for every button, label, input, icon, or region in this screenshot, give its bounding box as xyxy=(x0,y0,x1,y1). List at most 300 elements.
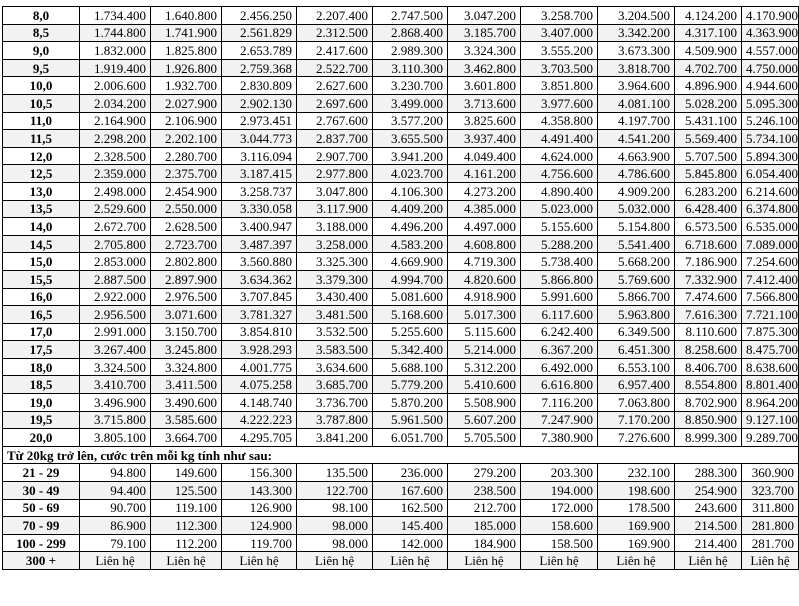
price-cell: 8.406.700 xyxy=(675,358,742,376)
per-kg-price-cell: 158.500 xyxy=(521,534,598,552)
price-cell: 6.573.500 xyxy=(675,218,742,236)
per-kg-price-cell: 243.600 xyxy=(675,499,742,517)
price-cell: 3.230.700 xyxy=(373,77,448,95)
price-cell: 4.909.200 xyxy=(598,182,675,200)
price-cell: 2.312.500 xyxy=(297,24,373,42)
price-cell: 2.672.700 xyxy=(80,218,151,236)
price-cell: 5.991.600 xyxy=(521,288,598,306)
price-cell: 3.937.400 xyxy=(448,130,521,148)
table-row xyxy=(3,323,799,341)
price-cell: 2.522.700 xyxy=(297,59,373,77)
price-cell: 4.702.700 xyxy=(675,59,742,77)
price-cell: 5.214.000 xyxy=(448,341,521,359)
price-cell: 2.359.000 xyxy=(80,165,151,183)
per-kg-price-cell: Liên hệ xyxy=(521,552,598,570)
price-cell: 3.555.200 xyxy=(521,42,598,60)
price-cell: 2.529.600 xyxy=(80,200,151,218)
price-cell: 2.991.000 xyxy=(80,323,151,341)
price-cell: 6.451.300 xyxy=(598,341,675,359)
price-cell: 8.702.900 xyxy=(675,394,742,412)
price-cell: 7.616.300 xyxy=(675,306,742,324)
price-cell: 3.841.200 xyxy=(297,429,373,447)
price-cell: 4.363.900 xyxy=(742,24,799,42)
price-cell: 3.117.900 xyxy=(297,200,373,218)
per-kg-note: Từ 20kg trở lên, cước trên mỗi kg tính như sau: xyxy=(3,446,799,464)
price-cell: 4.295.705 xyxy=(222,429,297,447)
price-cell: 2.907.700 xyxy=(297,147,373,165)
table-row xyxy=(3,94,799,112)
per-kg-price-cell: Liên hệ xyxy=(598,552,675,570)
price-cell: 2.747.500 xyxy=(373,7,448,25)
per-kg-price-cell: 124.900 xyxy=(222,517,297,535)
price-cell: 4.557.000 xyxy=(742,42,799,60)
price-cell: 4.750.000 xyxy=(742,59,799,77)
price-cell: 5.963.800 xyxy=(598,306,675,324)
weight-cell: 9,0 xyxy=(3,42,80,60)
price-cell: 3.583.500 xyxy=(297,341,373,359)
price-cell: 4.170.900 xyxy=(742,7,799,25)
table-row xyxy=(3,376,799,394)
per-kg-price-cell: 119.700 xyxy=(222,534,297,552)
price-cell: 4.918.900 xyxy=(448,288,521,306)
per-kg-price-cell: 143.300 xyxy=(222,482,297,500)
price-cell: 7.247.900 xyxy=(521,411,598,429)
price-cell: 2.977.800 xyxy=(297,165,373,183)
per-kg-row xyxy=(3,482,799,500)
price-cell: 2.853.000 xyxy=(80,253,151,271)
per-kg-row xyxy=(3,552,799,570)
price-cell: 2.280.700 xyxy=(151,147,222,165)
price-cell: 5.255.600 xyxy=(373,323,448,341)
price-cell: 5.738.400 xyxy=(521,253,598,271)
table-row xyxy=(3,24,799,42)
price-cell: 2.454.900 xyxy=(151,182,222,200)
price-cell: 3.825.600 xyxy=(448,112,521,130)
per-kg-price-cell: 162.500 xyxy=(373,499,448,517)
price-cell: 3.258.000 xyxy=(297,235,373,253)
weight-cell: 16,0 xyxy=(3,288,80,306)
price-cell: 3.499.000 xyxy=(373,94,448,112)
price-cell: 5.894.300 xyxy=(742,147,799,165)
price-cell: 4.669.900 xyxy=(373,253,448,271)
per-kg-price-cell: 169.900 xyxy=(598,534,675,552)
price-cell: 6.214.600 xyxy=(742,182,799,200)
per-kg-price-cell: Liên hệ xyxy=(742,552,799,570)
price-cell: 5.569.400 xyxy=(675,130,742,148)
price-cell: 5.017.300 xyxy=(448,306,521,324)
price-cell: 3.577.200 xyxy=(373,112,448,130)
weight-cell: 18,5 xyxy=(3,376,80,394)
price-cell: 2.897.900 xyxy=(151,270,222,288)
price-cell: 5.607.200 xyxy=(448,411,521,429)
price-cell: 2.417.600 xyxy=(297,42,373,60)
price-cell: 5.155.600 xyxy=(521,218,598,236)
per-kg-price-cell: 90.700 xyxy=(80,499,151,517)
price-cell: 3.736.700 xyxy=(297,394,373,412)
table-row xyxy=(3,7,799,25)
table-row xyxy=(3,235,799,253)
price-cell: 5.769.600 xyxy=(598,270,675,288)
weight-cell: 19,5 xyxy=(3,411,80,429)
weight-cell: 8,0 xyxy=(3,7,80,25)
price-cell: 6.428.400 xyxy=(675,200,742,218)
price-cell: 5.410.600 xyxy=(448,376,521,394)
per-kg-price-cell: 194.000 xyxy=(521,482,598,500)
price-cell: 5.312.200 xyxy=(448,358,521,376)
price-cell: 3.634.362 xyxy=(222,270,297,288)
price-cell: 3.407.000 xyxy=(521,24,598,42)
weight-cell: 18,0 xyxy=(3,358,80,376)
per-kg-price-cell: 112.200 xyxy=(151,534,222,552)
price-cell: 7.170.200 xyxy=(598,411,675,429)
table-row xyxy=(3,130,799,148)
weight-cell: 19,0 xyxy=(3,394,80,412)
price-cell: 3.805.100 xyxy=(80,429,151,447)
range-cell: 50 - 69 xyxy=(3,499,80,517)
price-cell: 7.566.800 xyxy=(742,288,799,306)
per-kg-price-cell: Liên hệ xyxy=(222,552,297,570)
price-cell: 5.870.200 xyxy=(373,394,448,412)
price-cell: 3.342.200 xyxy=(598,24,675,42)
price-cell: 5.342.400 xyxy=(373,341,448,359)
price-cell: 5.688.100 xyxy=(373,358,448,376)
price-cell: 4.719.300 xyxy=(448,253,521,271)
price-cell: 5.023.000 xyxy=(521,200,598,218)
price-cell: 5.431.100 xyxy=(675,112,742,130)
price-cell: 1.919.400 xyxy=(80,59,151,77)
per-kg-price-cell: 112.300 xyxy=(151,517,222,535)
table-row xyxy=(3,253,799,271)
table-row xyxy=(3,306,799,324)
price-cell: 2.034.200 xyxy=(80,94,151,112)
price-cell: 5.032.000 xyxy=(598,200,675,218)
price-cell: 4.491.400 xyxy=(521,130,598,148)
price-cell: 2.456.250 xyxy=(222,7,297,25)
per-kg-row xyxy=(3,464,799,482)
price-cell: 4.497.000 xyxy=(448,218,521,236)
price-cell: 3.110.300 xyxy=(373,59,448,77)
price-cell: 7.332.900 xyxy=(675,270,742,288)
weight-cell: 14,0 xyxy=(3,218,80,236)
price-cell: 2.902.130 xyxy=(222,94,297,112)
price-cell: 7.875.300 xyxy=(742,323,799,341)
price-cell: 7.186.900 xyxy=(675,253,742,271)
price-cell: 4.106.300 xyxy=(373,182,448,200)
price-cell: 7.089.000 xyxy=(742,235,799,253)
price-cell: 4.890.400 xyxy=(521,182,598,200)
price-cell: 3.400.947 xyxy=(222,218,297,236)
table-row xyxy=(3,394,799,412)
price-cell: 2.550.000 xyxy=(151,200,222,218)
per-kg-price-cell: 214.500 xyxy=(675,517,742,535)
price-cell: 2.164.900 xyxy=(80,112,151,130)
price-cell: 3.267.400 xyxy=(80,341,151,359)
price-cell: 2.830.809 xyxy=(222,77,297,95)
price-cell: 3.713.600 xyxy=(448,94,521,112)
price-cell: 8.110.600 xyxy=(675,323,742,341)
price-cell: 3.664.700 xyxy=(151,429,222,447)
price-cell: 5.866.800 xyxy=(521,270,598,288)
per-kg-price-cell: 214.400 xyxy=(675,534,742,552)
per-kg-price-cell: 158.600 xyxy=(521,517,598,535)
price-cell: 6.553.100 xyxy=(598,358,675,376)
price-cell: 1.926.800 xyxy=(151,59,222,77)
price-cell: 3.379.300 xyxy=(297,270,373,288)
price-cell: 2.561.829 xyxy=(222,24,297,42)
price-cell: 3.258.737 xyxy=(222,182,297,200)
range-cell: 100 - 299 xyxy=(3,534,80,552)
price-cell: 5.705.500 xyxy=(448,429,521,447)
price-cell: 5.168.600 xyxy=(373,306,448,324)
price-cell: 2.006.600 xyxy=(80,77,151,95)
per-kg-price-cell: 122.700 xyxy=(297,482,373,500)
price-cell: 4.409.200 xyxy=(373,200,448,218)
price-cell: 3.187.415 xyxy=(222,165,297,183)
price-cell: 4.001.775 xyxy=(222,358,297,376)
per-kg-price-cell: 311.800 xyxy=(742,499,799,517)
price-cell: 3.560.880 xyxy=(222,253,297,271)
price-cell: 4.081.100 xyxy=(598,94,675,112)
price-cell: 6.367.200 xyxy=(521,341,598,359)
per-kg-price-cell: 86.900 xyxy=(80,517,151,535)
per-kg-price-cell: 360.900 xyxy=(742,464,799,482)
per-kg-price-cell: Liên hệ xyxy=(297,552,373,570)
price-cell: 4.273.200 xyxy=(448,182,521,200)
per-kg-price-cell: 281.700 xyxy=(742,534,799,552)
price-cell: 7.380.900 xyxy=(521,429,598,447)
table-row xyxy=(3,429,799,447)
table-row xyxy=(3,358,799,376)
price-cell: 5.508.900 xyxy=(448,394,521,412)
range-cell: 300 + xyxy=(3,552,80,570)
price-cell: 4.317.100 xyxy=(675,24,742,42)
price-cell: 4.624.000 xyxy=(521,147,598,165)
price-cell: 4.023.700 xyxy=(373,165,448,183)
weight-cell: 13,0 xyxy=(3,182,80,200)
price-cell: 3.116.094 xyxy=(222,147,297,165)
weight-cell: 12,5 xyxy=(3,165,80,183)
price-cell: 3.707.845 xyxy=(222,288,297,306)
price-cell: 2.973.451 xyxy=(222,112,297,130)
per-kg-price-cell: 323.700 xyxy=(742,482,799,500)
price-cell: 4.608.800 xyxy=(448,235,521,253)
weight-cell: 11,5 xyxy=(3,130,80,148)
price-cell: 3.324.300 xyxy=(448,42,521,60)
price-cell: 5.115.600 xyxy=(448,323,521,341)
price-cell: 6.242.400 xyxy=(521,323,598,341)
per-kg-price-cell: 145.400 xyxy=(373,517,448,535)
per-kg-price-cell: 238.500 xyxy=(448,482,521,500)
table-row xyxy=(3,147,799,165)
price-cell: 6.957.400 xyxy=(598,376,675,394)
price-cell: 3.411.500 xyxy=(151,376,222,394)
price-cell: 7.412.400 xyxy=(742,270,799,288)
per-kg-price-cell: Liên hệ xyxy=(448,552,521,570)
price-cell: 5.541.400 xyxy=(598,235,675,253)
price-cell: 4.944.600 xyxy=(742,77,799,95)
price-cell: 2.375.700 xyxy=(151,165,222,183)
price-cell: 6.535.000 xyxy=(742,218,799,236)
price-cell: 1.744.800 xyxy=(80,24,151,42)
per-kg-price-cell: Liên hệ xyxy=(675,552,742,570)
per-kg-price-cell: 232.100 xyxy=(598,464,675,482)
price-cell: 2.759.368 xyxy=(222,59,297,77)
per-kg-price-cell: Liên hệ xyxy=(151,552,222,570)
price-cell: 3.655.500 xyxy=(373,130,448,148)
per-kg-price-cell: Liên hệ xyxy=(373,552,448,570)
per-kg-price-cell: 279.200 xyxy=(448,464,521,482)
price-cell: 3.487.397 xyxy=(222,235,297,253)
price-cell: 3.047.200 xyxy=(448,7,521,25)
per-kg-price-cell: 125.500 xyxy=(151,482,222,500)
price-cell: 2.956.500 xyxy=(80,306,151,324)
range-cell: 30 - 49 xyxy=(3,482,80,500)
price-cell: 3.185.700 xyxy=(448,24,521,42)
price-cell: 6.374.800 xyxy=(742,200,799,218)
weight-cell: 15,0 xyxy=(3,253,80,271)
price-cell: 4.509.900 xyxy=(675,42,742,60)
price-cell: 7.721.100 xyxy=(742,306,799,324)
price-cell: 2.868.400 xyxy=(373,24,448,42)
weight-cell: 10,5 xyxy=(3,94,80,112)
price-cell: 2.989.300 xyxy=(373,42,448,60)
per-kg-price-cell: 98.000 xyxy=(297,534,373,552)
price-cell: 3.324.500 xyxy=(80,358,151,376)
price-cell: 1.640.800 xyxy=(151,7,222,25)
per-kg-price-cell: 254.900 xyxy=(675,482,742,500)
table-row xyxy=(3,341,799,359)
price-cell: 3.941.200 xyxy=(373,147,448,165)
table-row xyxy=(3,270,799,288)
price-cell: 8.638.600 xyxy=(742,358,799,376)
price-cell: 2.705.800 xyxy=(80,235,151,253)
price-cell: 2.922.000 xyxy=(80,288,151,306)
per-kg-price-cell: 98.100 xyxy=(297,499,373,517)
price-cell: 3.496.900 xyxy=(80,394,151,412)
price-cell: 3.532.500 xyxy=(297,323,373,341)
price-cell: 6.349.500 xyxy=(598,323,675,341)
price-cell: 5.154.800 xyxy=(598,218,675,236)
price-cell: 4.786.600 xyxy=(598,165,675,183)
per-kg-price-cell: 172.000 xyxy=(521,499,598,517)
per-kg-price-cell: 281.800 xyxy=(742,517,799,535)
price-cell: 3.964.600 xyxy=(598,77,675,95)
table-row xyxy=(3,42,799,60)
price-cell: 8.999.300 xyxy=(675,429,742,447)
price-cell: 5.095.300 xyxy=(742,94,799,112)
price-cell: 3.685.700 xyxy=(297,376,373,394)
rate-table-body xyxy=(3,7,799,570)
price-cell: 3.258.700 xyxy=(521,7,598,25)
weight-cell: 14,5 xyxy=(3,235,80,253)
price-cell: 3.047.800 xyxy=(297,182,373,200)
price-cell: 3.490.600 xyxy=(151,394,222,412)
price-cell: 4.756.600 xyxy=(521,165,598,183)
per-kg-price-cell: 167.600 xyxy=(373,482,448,500)
per-kg-price-cell: 79.100 xyxy=(80,534,151,552)
per-kg-price-cell: 184.900 xyxy=(448,534,521,552)
price-cell: 1.932.700 xyxy=(151,77,222,95)
price-cell: 1.734.400 xyxy=(80,7,151,25)
price-cell: 2.837.700 xyxy=(297,130,373,148)
weight-cell: 12,0 xyxy=(3,147,80,165)
per-kg-price-cell: 203.300 xyxy=(521,464,598,482)
price-cell: 5.707.500 xyxy=(675,147,742,165)
price-cell: 8.801.400 xyxy=(742,376,799,394)
price-cell: 3.703.500 xyxy=(521,59,598,77)
price-cell: 3.462.800 xyxy=(448,59,521,77)
price-cell: 6.051.700 xyxy=(373,429,448,447)
price-cell: 8.258.600 xyxy=(675,341,742,359)
table-row xyxy=(3,165,799,183)
price-cell: 7.254.600 xyxy=(742,253,799,271)
price-cell: 6.054.400 xyxy=(742,165,799,183)
weight-cell: 17,5 xyxy=(3,341,80,359)
price-cell: 5.028.200 xyxy=(675,94,742,112)
weight-cell: 17,0 xyxy=(3,323,80,341)
price-cell: 6.616.800 xyxy=(521,376,598,394)
price-cell: 5.288.200 xyxy=(521,235,598,253)
price-cell: 4.197.700 xyxy=(598,112,675,130)
table-row xyxy=(3,59,799,77)
price-cell: 3.188.000 xyxy=(297,218,373,236)
per-kg-price-cell: 156.300 xyxy=(222,464,297,482)
price-cell: 4.583.200 xyxy=(373,235,448,253)
price-cell: 3.977.600 xyxy=(521,94,598,112)
price-cell: 3.854.810 xyxy=(222,323,297,341)
price-cell: 2.106.900 xyxy=(151,112,222,130)
price-cell: 3.330.058 xyxy=(222,200,297,218)
price-cell: 3.601.800 xyxy=(448,77,521,95)
price-cell: 3.818.700 xyxy=(598,59,675,77)
price-cell: 2.328.500 xyxy=(80,147,151,165)
price-cell: 7.116.200 xyxy=(521,394,598,412)
price-cell: 5.866.700 xyxy=(598,288,675,306)
per-kg-row xyxy=(3,534,799,552)
table-row xyxy=(3,77,799,95)
price-cell: 2.498.000 xyxy=(80,182,151,200)
note-row xyxy=(3,446,799,464)
price-cell: 2.976.500 xyxy=(151,288,222,306)
price-cell: 4.896.900 xyxy=(675,77,742,95)
price-cell: 3.787.800 xyxy=(297,411,373,429)
per-kg-price-cell: 185.000 xyxy=(448,517,521,535)
price-cell: 4.496.200 xyxy=(373,218,448,236)
price-cell: 3.715.800 xyxy=(80,411,151,429)
price-cell: 5.779.200 xyxy=(373,376,448,394)
price-cell: 1.832.000 xyxy=(80,42,151,60)
price-cell: 7.063.800 xyxy=(598,394,675,412)
per-kg-price-cell: 98.000 xyxy=(297,517,373,535)
price-cell: 8.554.800 xyxy=(675,376,742,394)
per-kg-price-cell: 212.700 xyxy=(448,499,521,517)
range-cell: 21 - 29 xyxy=(3,464,80,482)
price-cell: 2.298.200 xyxy=(80,130,151,148)
per-kg-price-cell: 178.500 xyxy=(598,499,675,517)
price-cell: 7.474.600 xyxy=(675,288,742,306)
price-cell: 6.117.600 xyxy=(521,306,598,324)
price-cell: 2.653.789 xyxy=(222,42,297,60)
price-cell: 3.245.800 xyxy=(151,341,222,359)
price-cell: 4.075.258 xyxy=(222,376,297,394)
table-row xyxy=(3,218,799,236)
price-cell: 5.961.500 xyxy=(373,411,448,429)
price-cell: 2.697.600 xyxy=(297,94,373,112)
price-cell: 1.741.900 xyxy=(151,24,222,42)
price-cell: 3.928.293 xyxy=(222,341,297,359)
per-kg-price-cell: 119.100 xyxy=(151,499,222,517)
price-cell: 3.204.500 xyxy=(598,7,675,25)
